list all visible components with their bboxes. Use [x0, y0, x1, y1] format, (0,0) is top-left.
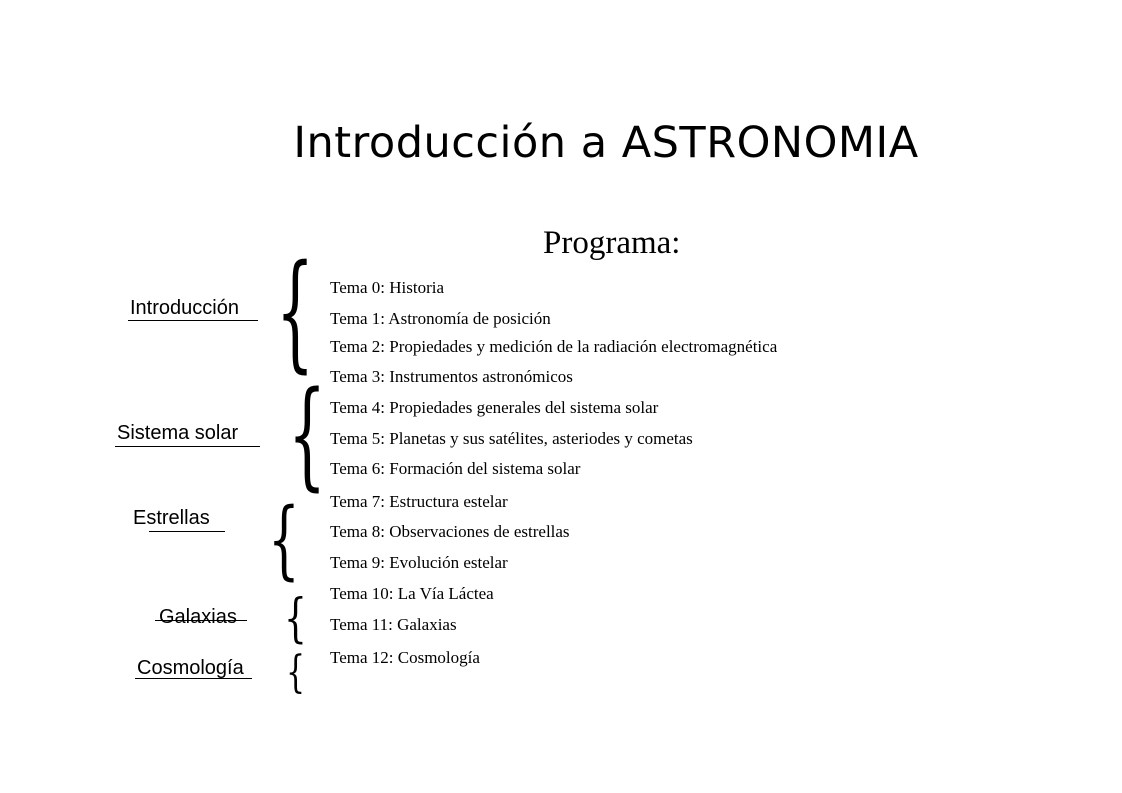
tema-item: Tema 8: Observaciones de estrellas: [330, 522, 570, 541]
brace-estrellas: {: [268, 490, 300, 589]
section-underline-sistema-solar: [115, 446, 260, 447]
tema-item: Tema 2: Propiedades y medición de la radiación electromagnética: [330, 337, 778, 356]
tema-item: Tema 0: Historia: [330, 278, 445, 297]
tema-item: Tema 10: La Vía Láctea: [330, 584, 494, 603]
tema-item: Tema 12: Cosmología: [330, 648, 480, 667]
brace-sistema-solar: {: [288, 367, 327, 504]
brace-cosmologia: {: [286, 647, 306, 699]
program-heading: Programa:: [543, 225, 681, 261]
tema-item: Tema 3: Instrumentos astronómicos: [330, 367, 573, 386]
tema-item: Tema 4: Propiedades generales del sistema solar: [330, 398, 659, 417]
section-strike-galaxias: [155, 620, 247, 621]
tema-item: Tema 1: Astronomía de posición: [330, 309, 551, 328]
tema-item: Tema 5: Planetas y sus satélites, asteriodes y cometas: [330, 429, 693, 448]
tema-item: Tema 11: Galaxias: [330, 615, 457, 634]
section-underline-estrellas: [149, 531, 225, 532]
section-label-cosmologia: Cosmología: [137, 657, 244, 679]
tema-item: Tema 6: Formación del sistema solar: [330, 459, 581, 478]
section-underline-introduccion: [128, 320, 258, 321]
section-label-estrellas: Estrellas: [133, 507, 210, 529]
brace-introduccion: {: [276, 239, 315, 387]
tema-item: Tema 7: Estructura estelar: [330, 492, 508, 511]
tema-item: Tema 9: Evolución estelar: [330, 553, 508, 572]
section-underline-cosmologia: [135, 678, 252, 679]
slide-title: Introducción a ASTRONOMIA: [293, 118, 919, 168]
section-label-galaxias: Galaxias: [159, 606, 237, 628]
section-label-sistema-solar: Sistema solar: [117, 422, 239, 444]
section-label-introduccion: Introducción: [130, 297, 239, 319]
brace-galaxias: {: [284, 589, 307, 650]
